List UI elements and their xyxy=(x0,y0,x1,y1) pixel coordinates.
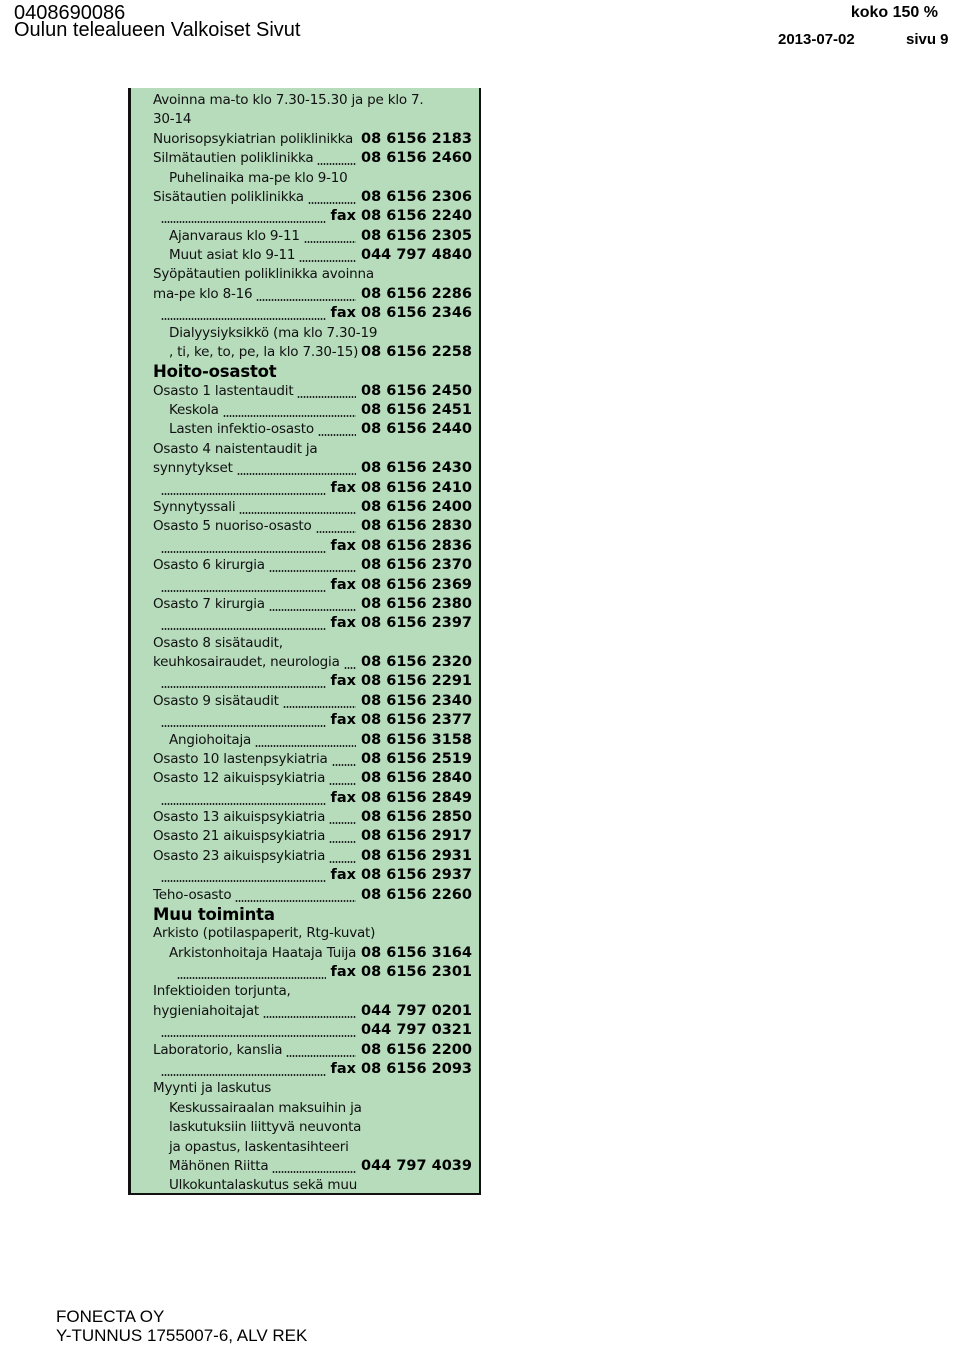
entry-label: ma-pe klo 8-16 xyxy=(153,285,253,302)
directory-entry xyxy=(131,924,479,943)
dot-leader xyxy=(272,1171,356,1173)
entry-phone-number: 08 6156 2260 xyxy=(361,886,472,903)
entry-label: Osasto 23 aikuispsykiatria xyxy=(153,847,326,864)
entry-phone-number: 08 6156 2830 xyxy=(361,518,472,535)
directory-entry xyxy=(131,110,479,129)
entry-label: Keskussairaalan maksuihin ja xyxy=(169,1099,362,1116)
directory-entry xyxy=(131,634,479,653)
directory-entry xyxy=(131,169,479,188)
directory-entry xyxy=(131,692,479,711)
entry-label: Keskola xyxy=(169,402,219,419)
entry-label: Muut asiat klo 9-11 xyxy=(169,247,296,264)
directory-entry xyxy=(131,382,479,401)
entry-phone-number: fax 08 6156 2849 xyxy=(330,789,472,806)
dot-leader xyxy=(329,861,356,863)
section-heading-text: Muu toiminta xyxy=(153,904,275,924)
entry-label: Osasto 8 sisätaudit, xyxy=(153,634,283,651)
dot-leader xyxy=(161,221,326,223)
entry-phone-number: 08 6156 2183 xyxy=(361,130,472,147)
entry-label: Ulkokuntalaskutus sekä muu xyxy=(169,1177,358,1194)
directory-entry xyxy=(131,440,479,459)
dot-leader xyxy=(239,512,356,514)
entry-label: Myynti ja laskutus xyxy=(153,1080,272,1097)
entry-phone-number: 08 6156 3164 xyxy=(361,944,472,961)
directory-entry xyxy=(131,1138,479,1157)
directory-entry xyxy=(131,827,479,846)
dot-leader xyxy=(269,570,356,572)
directory-entry xyxy=(131,459,479,478)
dot-leader xyxy=(299,260,356,262)
directory-entry xyxy=(131,537,479,556)
dot-leader xyxy=(329,822,356,824)
print-date: 2013-07-02 xyxy=(778,31,855,48)
directory-entry xyxy=(131,1079,479,1098)
dot-leader xyxy=(317,163,356,165)
entry-label: Angiohoitaja xyxy=(169,731,252,748)
dot-leader xyxy=(177,977,326,979)
directory-entry xyxy=(131,304,479,323)
section-heading-text: Hoito-osastot xyxy=(153,362,277,382)
entry-label: Osasto 21 aikuispsykiatria xyxy=(153,828,326,845)
entry-phone-number: 08 6156 2460 xyxy=(361,150,472,167)
dot-leader xyxy=(161,628,326,630)
entry-phone-number: 08 6156 2451 xyxy=(361,402,472,419)
directory-entry xyxy=(131,1118,479,1137)
entry-label: Infektioiden torjunta, xyxy=(153,983,291,1000)
entry-label: hygieniahoitajat xyxy=(153,1002,259,1019)
directory-entry xyxy=(131,401,479,420)
entry-phone-number: 08 6156 2286 xyxy=(361,285,472,302)
entry-phone-number: 08 6156 2320 xyxy=(361,654,472,671)
dot-leader xyxy=(329,841,356,843)
entry-phone-number: 08 6156 2400 xyxy=(361,498,472,515)
dot-leader xyxy=(161,803,326,805)
entry-label: Teho-osasto xyxy=(153,886,232,903)
dot-leader xyxy=(161,493,326,495)
entry-label: Osasto 1 lastentaudit xyxy=(153,382,294,399)
directory-entry xyxy=(131,672,479,691)
dot-leader xyxy=(235,900,356,902)
entry-phone-number: 08 6156 2840 xyxy=(361,770,472,787)
directory-entry xyxy=(131,1060,479,1079)
entry-label: Arkisto (potilaspaperit, Rtg-kuvat) xyxy=(153,925,376,942)
directory-entry xyxy=(131,1041,479,1060)
entry-phone-number: 08 6156 2200 xyxy=(361,1041,472,1058)
directory-entry xyxy=(131,227,479,246)
entry-label: Silmätautien poliklinikka xyxy=(153,150,314,167)
entry-phone-number: 08 6156 2450 xyxy=(361,382,472,399)
directory-entry xyxy=(131,982,479,1001)
directory-entry xyxy=(131,614,479,633)
dot-leader xyxy=(269,609,356,611)
directory-entry xyxy=(131,653,479,672)
dot-leader xyxy=(161,1074,326,1076)
entry-phone-number: fax 08 6156 2291 xyxy=(330,673,472,690)
directory-entry xyxy=(131,420,479,439)
dot-leader xyxy=(329,783,356,785)
directory-entry xyxy=(131,517,479,536)
dot-leader xyxy=(304,241,356,243)
entry-label: Osasto 6 kirurgia xyxy=(153,557,265,574)
directory-entry xyxy=(131,149,479,168)
entry-label: laskutuksiin liittyvä neuvonta xyxy=(169,1119,362,1136)
dot-leader xyxy=(161,590,326,592)
dot-leader xyxy=(161,880,326,882)
entry-phone-number: 08 6156 2917 xyxy=(361,828,472,845)
directory-entry xyxy=(131,479,479,498)
entry-label: Osasto 13 aikuispsykiatria xyxy=(153,809,326,826)
entry-phone-number: 08 6156 2258 xyxy=(361,343,472,360)
dot-leader xyxy=(297,396,356,398)
entry-phone-number: 08 6156 2305 xyxy=(361,227,472,244)
entry-label: Osasto 7 kirurgia xyxy=(153,595,265,612)
entry-label: , ti, ke, to, pe, la klo 7.30-15) xyxy=(169,343,359,360)
dot-leader xyxy=(223,415,356,417)
entry-phone-number: fax 08 6156 2346 xyxy=(330,305,472,322)
directory-entry xyxy=(131,1021,479,1040)
directory-entry xyxy=(131,789,479,808)
entry-label: Dialyysiyksikkö (ma klo 7.30-19 xyxy=(169,324,378,341)
dot-leader xyxy=(161,318,326,320)
directory-entry xyxy=(131,731,479,750)
directory-entry xyxy=(131,886,479,905)
entry-phone-number: 08 6156 3158 xyxy=(361,731,472,748)
footer-company: FONECTA OY xyxy=(56,1307,165,1326)
directory-entry xyxy=(131,750,479,769)
entry-phone-number: 08 6156 2519 xyxy=(361,750,472,767)
entry-label: synnytykset xyxy=(153,460,233,477)
entry-phone-number: fax 08 6156 2240 xyxy=(330,208,472,225)
directory-entry xyxy=(131,91,479,110)
section-heading xyxy=(131,905,479,924)
entry-label: keuhkosairaudet, neurologia xyxy=(153,654,340,671)
dot-leader xyxy=(283,706,356,708)
entry-label: Osasto 5 nuoriso-osasto xyxy=(153,518,312,535)
entry-phone-number: 08 6156 2440 xyxy=(361,421,472,438)
entry-phone-number: 044 797 0321 xyxy=(361,1022,472,1039)
entry-phone-number: fax 08 6156 2377 xyxy=(330,712,472,729)
directory-entry xyxy=(131,1002,479,1021)
entry-phone-number: fax 08 6156 2369 xyxy=(330,576,472,593)
directory-entry xyxy=(131,576,479,595)
entry-label: Lasten infektio-osasto xyxy=(169,421,314,438)
entry-label: Laboratorio, kanslia xyxy=(153,1041,283,1058)
directory-entry xyxy=(131,944,479,963)
entry-label: Osasto 4 naistentaudit ja xyxy=(153,440,318,457)
directory-entry xyxy=(131,1176,479,1195)
entry-phone-number: 08 6156 2931 xyxy=(361,847,472,864)
directory-entry xyxy=(131,866,479,885)
directory-entry xyxy=(131,1099,479,1118)
entry-phone-number: 044 797 0201 xyxy=(361,1002,472,1019)
directory-entry xyxy=(131,207,479,226)
dot-leader xyxy=(161,686,326,688)
directory-entry xyxy=(131,1157,479,1176)
directory-entry xyxy=(131,595,479,614)
footer-business-id: Y-TUNNUS 1755007-6, ALV REK xyxy=(56,1326,308,1345)
header-title: Oulun telealueen Valkoiset Sivut xyxy=(14,19,301,41)
directory-entry xyxy=(131,324,479,343)
entry-phone-number: fax 08 6156 2093 xyxy=(330,1061,472,1077)
page-number: sivu 9 xyxy=(906,31,949,48)
directory-entry xyxy=(131,769,479,788)
zoom-label: koko 150 % xyxy=(850,4,938,21)
entry-label: Arkistonhoitaja Haataja Tuija xyxy=(169,944,357,961)
entry-label: Osasto 9 sisätaudit xyxy=(153,692,279,709)
directory-entry xyxy=(131,265,479,284)
dot-leader xyxy=(332,764,356,766)
entry-phone-number: 08 6156 2370 xyxy=(361,557,472,574)
entry-label: Synnytyssali xyxy=(153,498,236,515)
entry-label: ja opastus, laskentasihteeri xyxy=(169,1138,349,1155)
dot-leader xyxy=(161,1035,356,1037)
header-phone: 0408690086 xyxy=(14,2,126,24)
entry-phone-number: fax 08 6156 2937 xyxy=(330,867,472,884)
dot-leader xyxy=(263,1016,356,1018)
entry-label: Mähönen Riitta xyxy=(169,1157,269,1174)
directory-entry xyxy=(131,498,479,517)
directory-entry xyxy=(131,556,479,575)
entry-phone-number: 08 6156 2306 xyxy=(361,188,472,205)
directory-entry xyxy=(131,847,479,866)
entry-label: Sisätautien poliklinikka xyxy=(153,188,304,205)
dot-leader xyxy=(316,531,356,533)
directory-entry xyxy=(131,343,479,362)
entry-phone-number: fax 08 6156 2410 xyxy=(330,479,472,496)
dot-leader xyxy=(308,202,356,204)
entry-phone-number: 044 797 4039 xyxy=(361,1157,472,1174)
dot-leader xyxy=(237,473,356,475)
entry-phone-number: 08 6156 2380 xyxy=(361,595,472,612)
entry-phone-number: fax 08 6156 2397 xyxy=(330,615,472,632)
entry-label: Puhelinaika ma-pe klo 9-10 xyxy=(169,169,348,186)
dot-leader xyxy=(318,434,356,436)
entry-label: Syöpätautien poliklinikka avoinna xyxy=(153,266,374,283)
dot-leader xyxy=(256,299,356,301)
entry-phone-number: 08 6156 2340 xyxy=(361,692,472,709)
entry-phone-number: fax 08 6156 2301 xyxy=(330,964,472,981)
directory-entry xyxy=(131,188,479,207)
entry-label: Osasto 10 lastenpsykiatria xyxy=(153,750,328,767)
directory-entry xyxy=(131,711,479,730)
directory-entry xyxy=(131,285,479,304)
entry-label: Avoinna ma-to klo 7.30-15.30 ja pe klo 7. xyxy=(153,92,424,108)
entry-phone-number: fax 08 6156 2836 xyxy=(330,537,472,554)
entry-label: Osasto 12 aikuispsykiatria xyxy=(153,770,326,787)
entry-label: Ajanvaraus klo 9-11 xyxy=(169,227,300,244)
entry-phone-number: 044 797 4840 xyxy=(361,247,472,264)
directory-entry xyxy=(131,246,479,265)
directory-listing xyxy=(128,88,481,1195)
dot-leader xyxy=(161,551,326,553)
entry-phone-number: 08 6156 2850 xyxy=(361,809,472,826)
entry-label: Nuorisopsykiatrian poliklinikka xyxy=(153,130,354,147)
dot-leader xyxy=(161,725,326,727)
dot-leader xyxy=(286,1055,356,1057)
dot-leader xyxy=(255,745,356,747)
directory-entry xyxy=(131,130,479,149)
directory-entry xyxy=(131,808,479,827)
entry-phone-number: 08 6156 2430 xyxy=(361,460,472,477)
section-heading xyxy=(131,362,479,381)
directory-entry xyxy=(131,963,479,982)
dot-leader xyxy=(344,667,356,669)
entry-label: 30-14 xyxy=(153,111,192,128)
